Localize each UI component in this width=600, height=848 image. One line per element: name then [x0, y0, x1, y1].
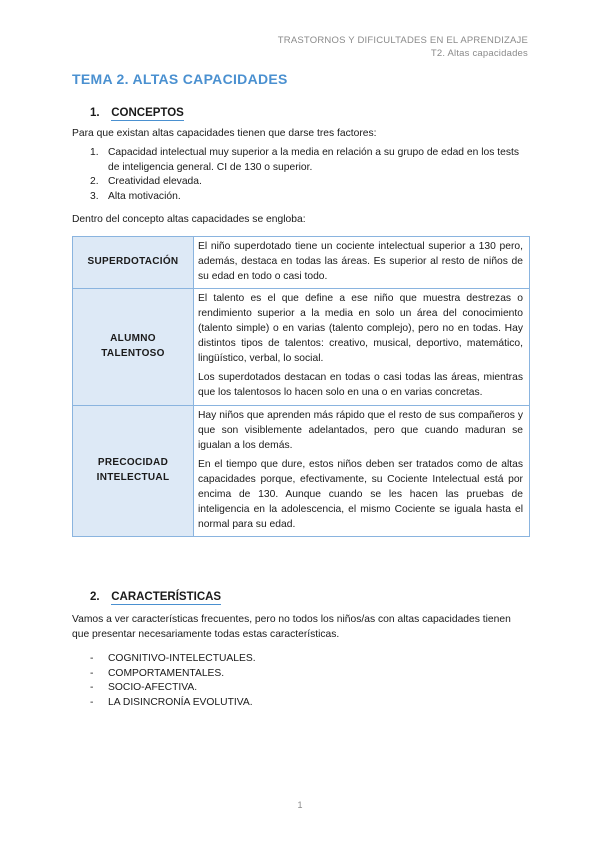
table-row [73, 237, 530, 289]
list-item: 1. Capacidad intelectual muy superior a la media en relación a su grupo de edad en los tests de inteligencia general. CI de 130 o superior. [90, 147, 519, 173]
header-topic: T2. Altas capacidades [430, 48, 528, 59]
page-number: 1 [297, 800, 303, 810]
page-title: TEMA 2. ALTAS CAPACIDADES [72, 71, 288, 87]
running-header [278, 34, 528, 60]
list-item: 2. Creatividad elevada. [90, 176, 202, 187]
section1-lead: Dentro del concepto altas capacidades se engloba: [72, 214, 306, 225]
list-item: - COGNITIVO-INTELECTUALES. [90, 653, 256, 664]
factors-list [72, 146, 530, 204]
table-row [73, 289, 530, 406]
description-cell: Hay niños que aprenden más rápido que el resto de sus compañeros y que son visiblemente adelantados, pero que cuando maduran se igualan a los demás. En el tiempo que dure, estos niños deben ser tratados como de altas capacidades porque, efectivamente, su Cociente Intelectual está por encima de 130. Aunque cuando se les hacen las pruebas de inteligencia en la adolescencia, el mismo Cociente se iguala hasta el normal para su edad. [194, 405, 530, 536]
section2-intro: Vamos a ver características frecuentes, pero no todos los niños/as con altas capacidades tienen que presentar necesariamente todas estas características. [72, 614, 511, 640]
section-heading-conceptos [72, 107, 184, 119]
section-number: 1. [90, 107, 100, 119]
section-label: CARACTERÍSTICAS [111, 591, 222, 603]
term-cell: ALUMNO TALENTOSO [73, 289, 194, 406]
section-heading-caracteristicas [72, 591, 221, 603]
characteristics-list [72, 652, 530, 710]
term-cell: PRECOCIDAD INTELECTUAL [73, 405, 194, 536]
section1-intro: Para que existan altas capacidades tienen que darse tres factores: [72, 128, 377, 139]
list-item: - LA DISINCRONÍA EVOLUTIVA. [90, 696, 253, 708]
list-item: - COMPORTAMENTALES. [90, 667, 225, 679]
list-item: 3. Alta motivación. [90, 190, 181, 202]
concepts-table [72, 236, 530, 537]
list-item: - SOCIO-AFECTIVA. [90, 682, 198, 693]
term-cell: SUPERDOTACIÓN [73, 237, 194, 289]
section-number: 2. [90, 591, 100, 603]
description-cell: El niño superdotado tiene un cociente intelectual superior a 130 pero, además, destaca en todas las áreas. Es superior al resto de niños de su edad en todo o casi todo. [194, 237, 530, 289]
header-course: TRASTORNOS Y DIFICULTADES EN EL APRENDIZAJE [277, 35, 528, 46]
table-row [73, 405, 530, 536]
section-label: CONCEPTOS [111, 107, 184, 119]
description-cell: El talento es el que define a ese niño que muestra destrezas o rendimiento superior a la media en solo un área del conocimiento (talento simple) o en varias (talento complejo), pero no en todas. Hay distintos tipos de talentos: creativo, musical, deportivo, matemático, lingüístico, verbal, lo social. Los superdotados destacan en todas o casi todas las áreas, mientras que los talentosos lo hacen solo en una o en varias concretas. [194, 289, 530, 406]
